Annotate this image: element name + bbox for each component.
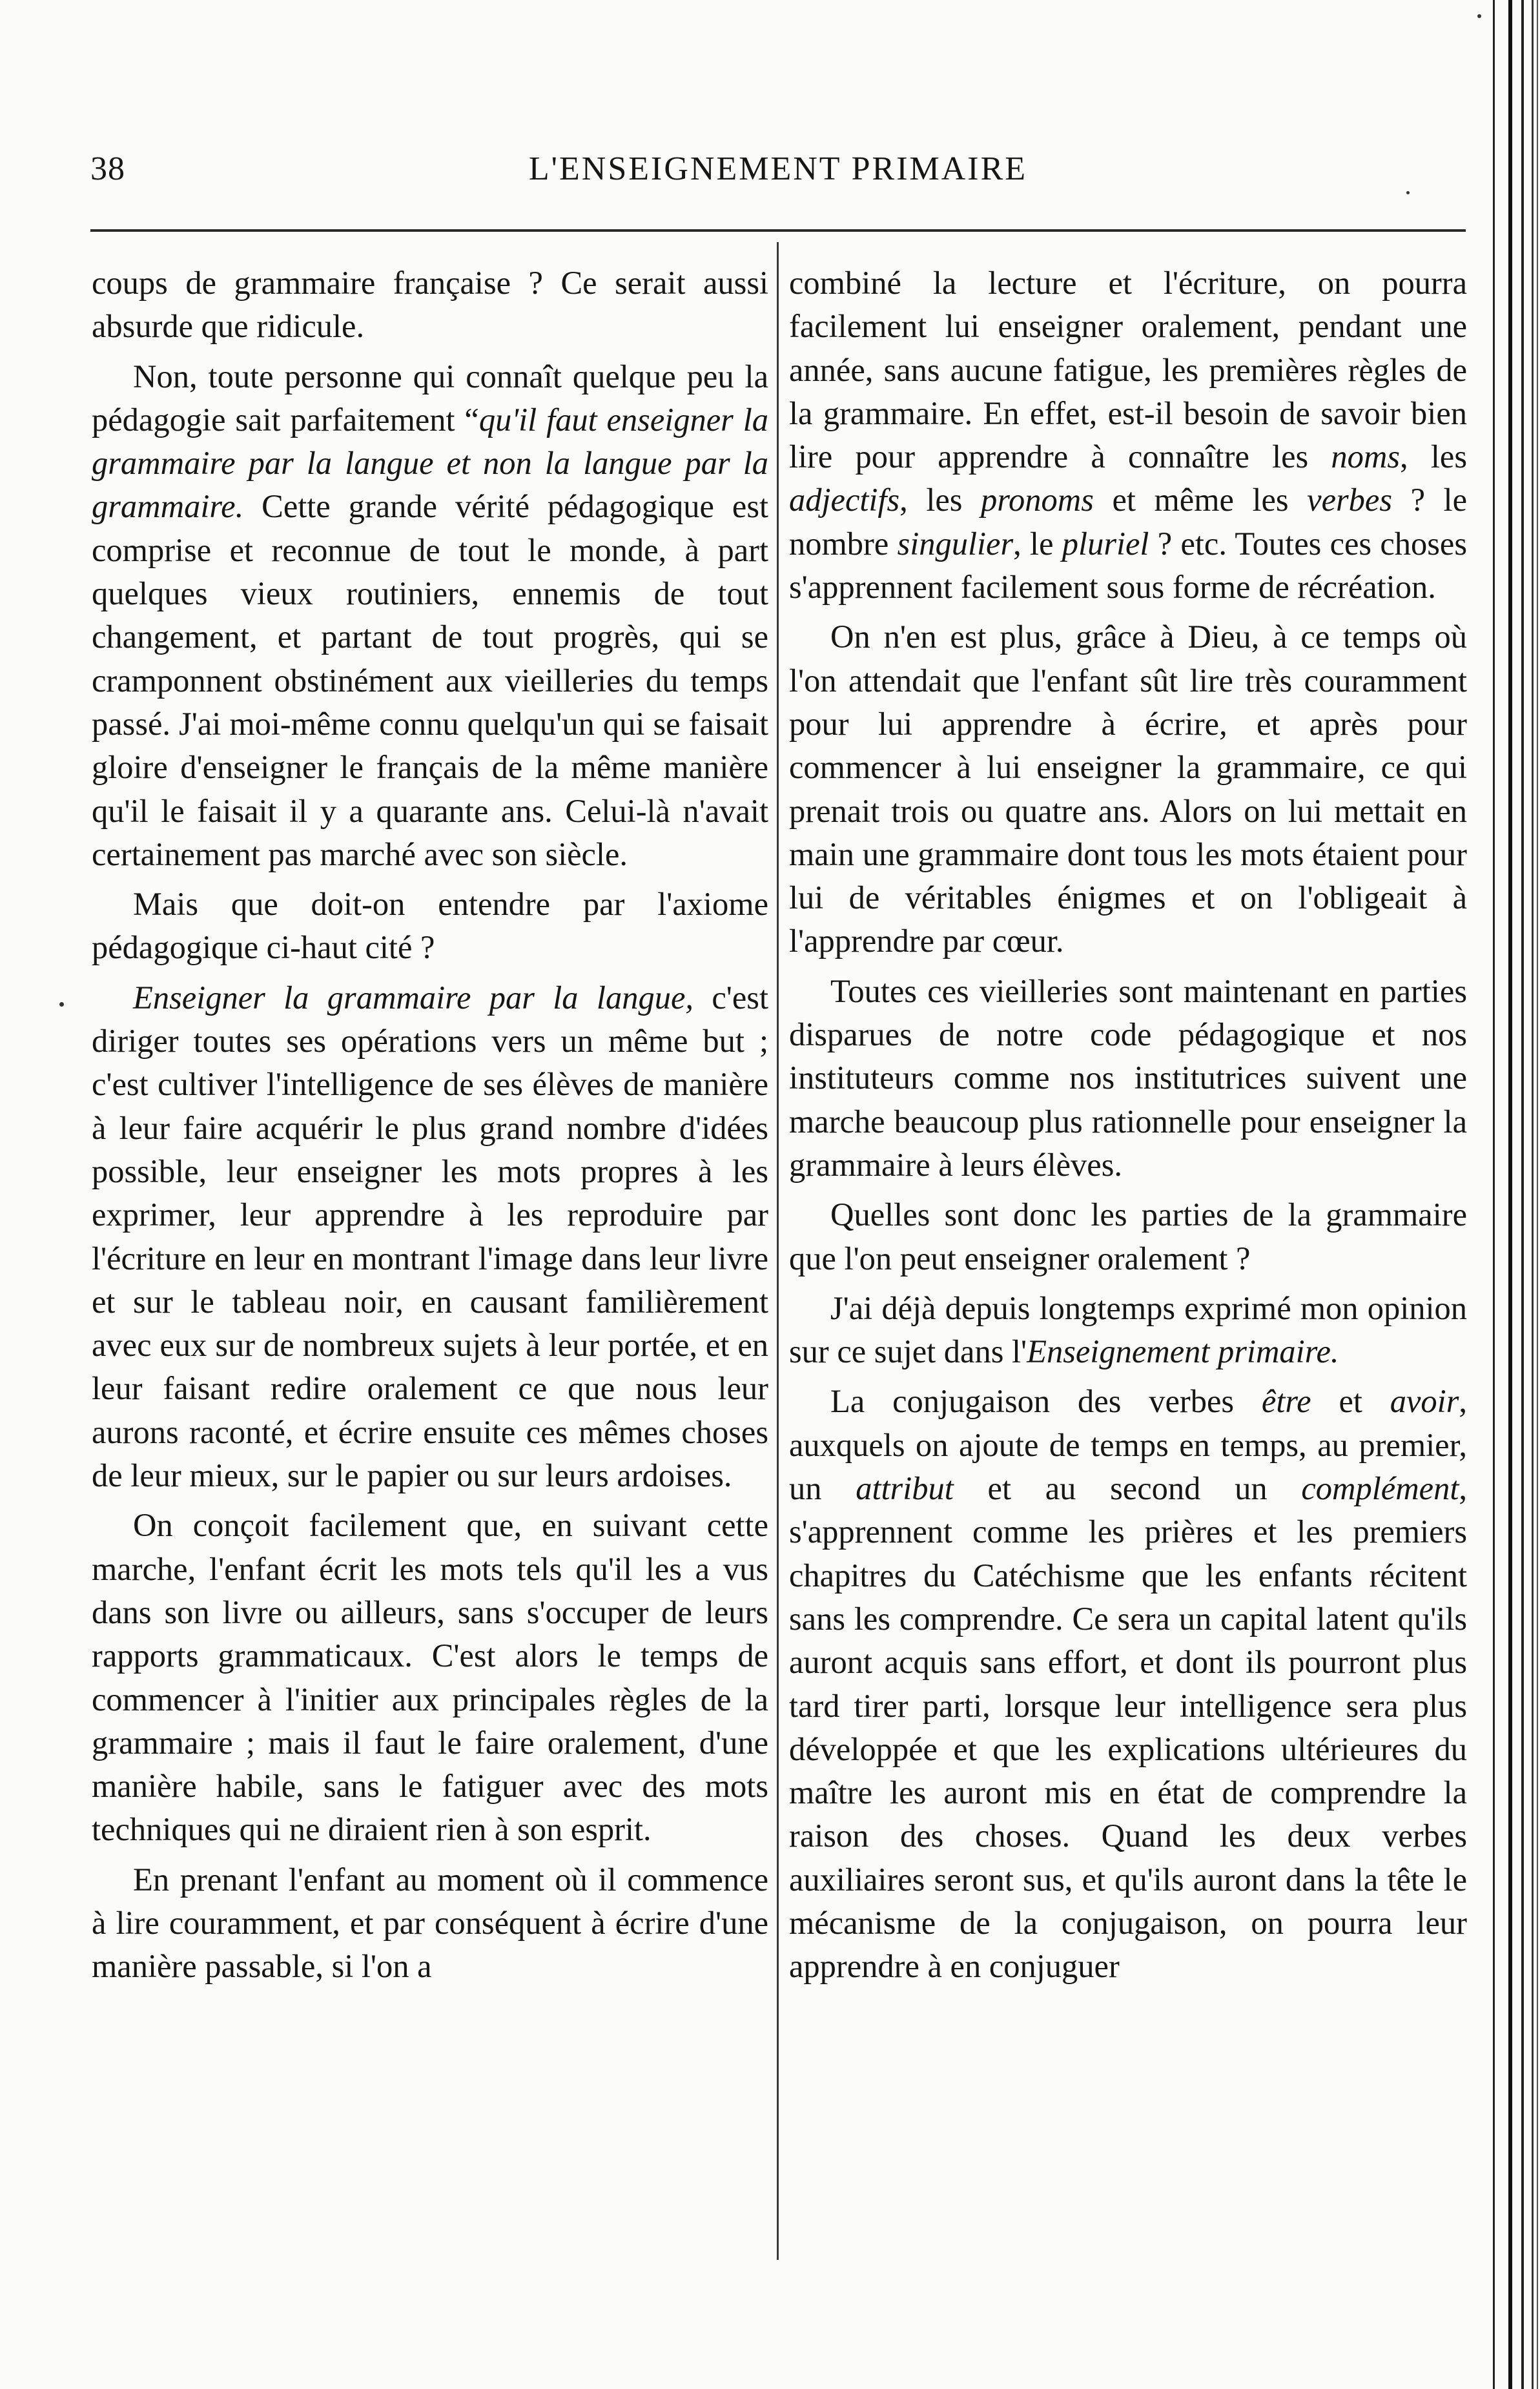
page-header [90, 150, 1466, 201]
left-column [92, 261, 768, 1995]
paragraph [92, 976, 768, 1498]
text: et [1311, 1383, 1390, 1420]
text: combiné la lecture et l'écriture, on pourra facilement lui enseigner oralement, pendant une année, sans aucune fatigue, les premières règles de la grammaire. En effet, est-il besoin de savoir bien lire pour apprendre à connaître les [789, 265, 1467, 475]
text: J'ai déjà depuis longtemps exprimé mon opinion sur ce sujet dans l' [789, 1289, 1467, 1370]
text: c'est diriger toutes ses opérations vers un même but ; c'est cultiver l'intelligence de ses élèves de manière à leur faire acquérir le plus grand nombre d'idées possible, leur enseigner les mots propres à les exprimer, leur apprendre à les reproduire par l'écriture en leur en montrant l'image dans leur livre et sur le tableau noir, en causant familièrement avec eux sur de nombreux sujets à leur portée, et en leur faisant redire oralement ce que nous leur aurons raconté, et écrire ensuite ces mêmes choses de leur mieux, sur le papier ou sur leurs ardoises. [92, 979, 768, 1494]
text: Mais que doit-on entendre par l'axiome pédagogique ci-haut cité ? [92, 886, 768, 966]
text: , auxquels on ajoute de temps en temps, au premier, un [789, 1383, 1467, 1507]
paragraph [789, 1287, 1467, 1374]
paragraph [789, 1193, 1467, 1280]
paragraph [92, 1504, 768, 1851]
text: Quelles sont donc les parties de la grammaire que l'on peut enseigner oralement ? [789, 1196, 1467, 1277]
italic-text: adjectifs [789, 482, 900, 518]
paragraph [92, 1858, 768, 1989]
text: , les [1400, 438, 1467, 475]
italic-text: attribut [856, 1470, 954, 1507]
text: Toutes ces vieilleries sont maintenant en parties disparues de notre code pédagogique et nos instituteurs comme nos institutrices suivent une marche beaucoup plus rationnelle pour enseigner la grammaire à leurs élèves. [789, 972, 1467, 1183]
text: , le [1013, 525, 1062, 562]
paragraph [789, 261, 1467, 609]
text: ? le nombre [789, 482, 1468, 562]
italic-text: être [1261, 1383, 1311, 1420]
paragraph [92, 883, 768, 970]
italic-text: Enseigner la grammaire par la langue, [133, 979, 693, 1016]
paragraph [92, 355, 768, 877]
paragraph [789, 615, 1467, 963]
header-rule [90, 229, 1466, 232]
text: Non, toute personne qui connaît quelque peu la pédagogie sait parfaitement “ [92, 358, 768, 438]
binding-edge [1521, 0, 1524, 2389]
binding-edge [1532, 0, 1534, 2389]
italic-text: pronoms [981, 482, 1094, 518]
ink-speck [1477, 14, 1481, 18]
paragraph [92, 261, 768, 349]
text: Cette grande vérité pédagogique est comprise et reconnue de tout le monde, à part quelques vieux routiniers, ennemis de tout changement, et partant de tout progrès, qui se cramponnent obstinément aux vieilleries du temps passé. J'ai moi-même connu quelqu'un qui se faisait gloire d'enseigner le français de la même manière qu'il le faisait il y a quarante ans. Celui-là n'avait certainement pas marché avec son siècle. [92, 488, 768, 872]
italic-text: verbes [1307, 482, 1392, 518]
italic-text: qu'il faut enseigner la grammaire par la langue et non la langue par la grammaire. [92, 401, 768, 525]
column-divider [777, 242, 779, 2260]
text: et au second un [953, 1470, 1302, 1507]
italic-text: Enseignement primaire. [1027, 1333, 1339, 1370]
paragraph [789, 970, 1467, 1187]
page-number: 38 [90, 150, 125, 187]
text: , s'apprennent comme les prières et les premiers chapitres du Catéchisme que les enfants récitent sans les comprendre. Ce sera un capital latent qu'ils auront acquis sans effort, et dont ils pourront plus tard tirer parti, lorsque leur intelligence sera plus développée et que les explications ultérieures du maître les auront mis en état de comprendre la raison des choses. Quand les deux verbes auxiliaires seront sus, et qu'ils auront dans la tête le mécanisme de la conjugaison, on pourra leur apprendre à en conjuguer [789, 1470, 1467, 1985]
binding-edge [1537, 0, 1538, 2389]
text: On conçoit facilement que, en suivant cette marche, l'enfant écrit les mots tels qu'il les a vus dans son livre ou ailleurs, sans s'occuper de leurs rapports grammaticaux. C'est alors le temps de commencer à l'initier aux principales règles de la grammaire ; mais il faut le faire oralement, d'une manière habile, sans le fatiguer avec des mots techniques qui ne diraient rien à son esprit. [92, 1507, 768, 1848]
italic-text: pluriel [1062, 525, 1149, 562]
binding-edge [1508, 0, 1512, 2389]
italic-text: avoir [1390, 1383, 1459, 1420]
text: On n'en est plus, grâce à Dieu, à ce temps où l'on attendait que l'enfant sût lire très couramment pour lui apprendre à écrire, et après pour commencer à lui enseigner la grammaire, ce qui prenait trois ou quatre ans. Alors on lui mettait en main une grammaire dont tous les mots étaient pour lui de véritables énigmes et on l'obligeait à l'apprendre par cœur. [789, 619, 1467, 959]
right-column [789, 261, 1467, 1995]
running-title: L'ENSEIGNEMENT PRIMAIRE [528, 150, 1028, 187]
text: coups de grammaire française ? Ce serait aussi absurde que ridicule. [92, 265, 768, 345]
paragraph [789, 1380, 1467, 1988]
italic-text: singulier [897, 525, 1014, 562]
text: et même les [1093, 482, 1308, 518]
italic-text: noms [1331, 438, 1401, 475]
text: La conjugaison des verbes [830, 1383, 1262, 1420]
binding-edge [1493, 0, 1495, 2389]
text: En prenant l'enfant au moment où il commence à lire couramment, et par conséquent à écrire d'une manière passable, si l'on a [92, 1861, 768, 1985]
ink-speck [59, 1002, 64, 1007]
ink-speck [1406, 191, 1410, 194]
text: ? etc. Toutes ces choses s'apprennent facilement sous forme de récréation. [789, 525, 1467, 606]
text: , les [899, 482, 981, 518]
italic-text: complément [1301, 1470, 1459, 1507]
